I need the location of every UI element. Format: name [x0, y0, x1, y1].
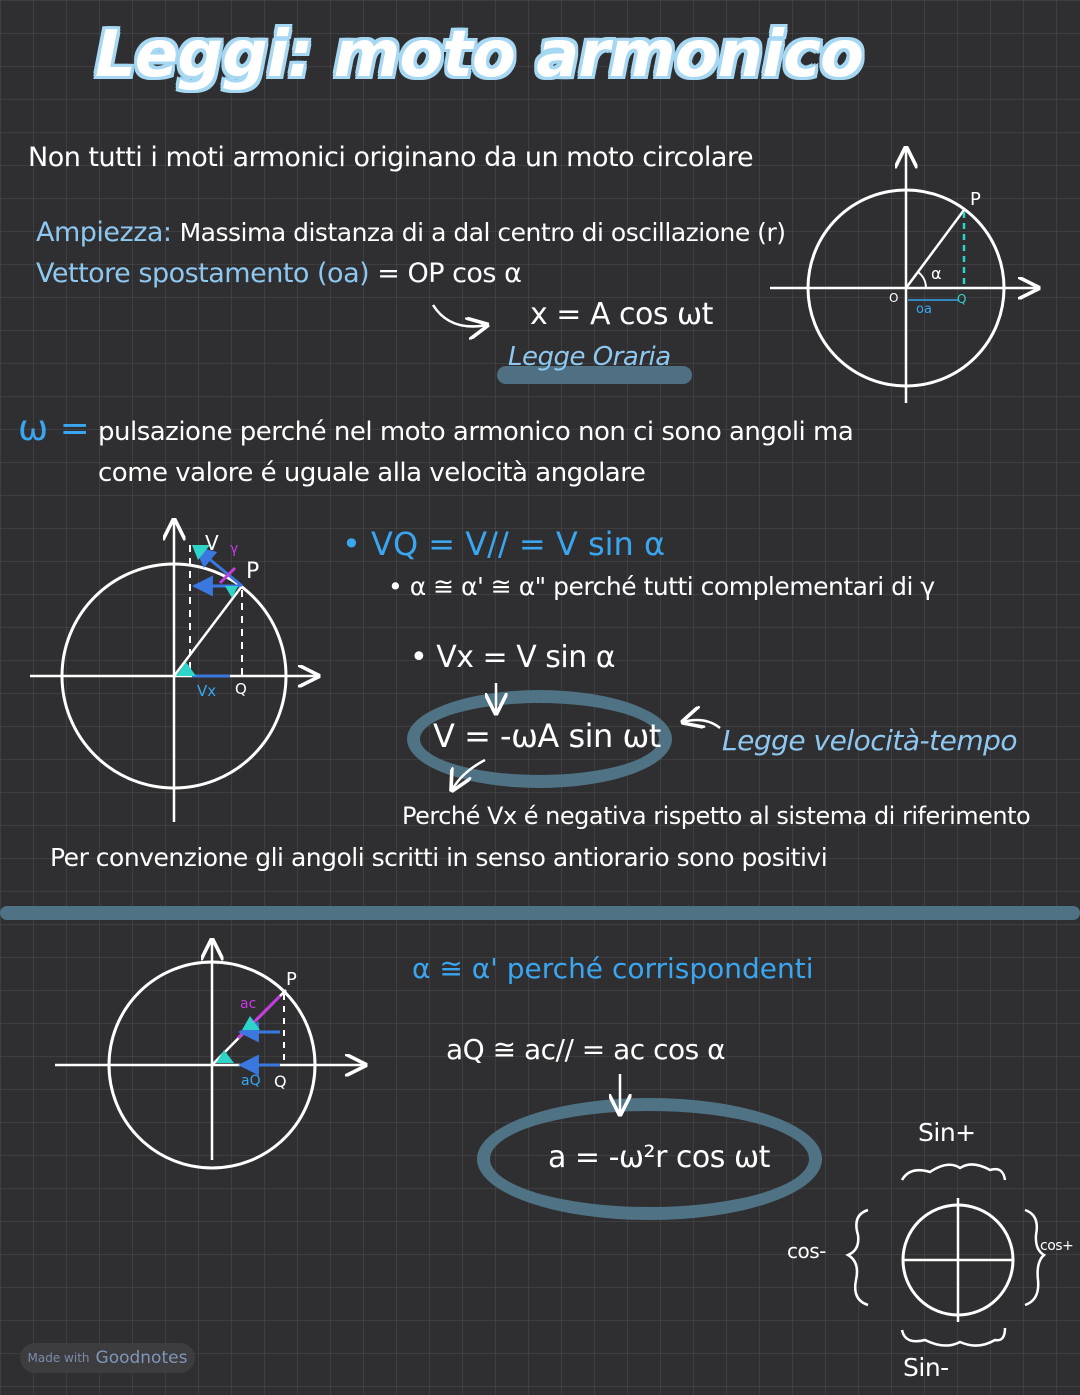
- velocity-eq2: • α ≅ α' ≅ α" perché tutti complementari di γ: [388, 572, 935, 601]
- badge-prefix: Made with: [27, 1351, 90, 1365]
- sin-positive-label: Sin+: [918, 1118, 976, 1147]
- circle-diagram-acceleration: [55, 940, 365, 1168]
- point-p-label: P: [970, 189, 981, 210]
- aq-label: aQ: [241, 1073, 261, 1089]
- convention-text: Per convenzione gli angoli scritti in senso antiorario sono positivi: [50, 843, 828, 872]
- page-title: Leggi: moto armonico: [95, 18, 863, 92]
- intro-text: Non tutti i moti armonici originano da un moto circolare: [28, 142, 754, 173]
- omega-line2: come valore é uguale alla velocità angolare: [98, 458, 646, 488]
- oa-label: oa: [916, 302, 932, 317]
- velocity-main-name: Legge velocità-tempo: [722, 724, 1018, 757]
- circle-diagram-velocity: [30, 520, 318, 822]
- circle-diagram-top: [770, 148, 1038, 403]
- law-equation: x = A cos ωt: [530, 297, 713, 332]
- omega-line1: pulsazione perché nel moto armonico non ci sono angoli ma: [98, 417, 854, 447]
- alpha-label: α: [931, 264, 942, 283]
- cos-positive-label: cos+: [1040, 1238, 1074, 1254]
- point-p-label-3: P: [286, 969, 297, 990]
- law-name: Legge Oraria: [508, 342, 671, 372]
- velocity-eq3: • Vx = V sin α: [410, 640, 616, 675]
- velocity-main-eq: V = -ωA sin ωt: [433, 717, 661, 755]
- gamma-label: γ: [230, 541, 239, 557]
- cos-negative-label: cos-: [787, 1239, 826, 1263]
- goodnotes-badge: [20, 1343, 195, 1373]
- velocity-note: Perché Vx é negativa rispetto al sistema di riferimento: [402, 802, 1031, 830]
- accel-main-eq: a = -ω²r cos ωt: [548, 1140, 770, 1175]
- vx-label: Vx: [197, 682, 217, 700]
- badge-brand: Goodnotes: [95, 1348, 188, 1368]
- point-q-label: Q: [957, 292, 967, 306]
- amplitude-label: Ampiezza:: [36, 217, 172, 248]
- omega-symbol: ω =: [18, 408, 90, 449]
- accel-eq2: aQ ≅ ac// = ac cos α: [446, 1033, 726, 1066]
- arrow-to-law: [433, 305, 487, 326]
- ac-label: ac: [240, 996, 257, 1012]
- point-q-label-3: Q: [274, 1072, 287, 1091]
- point-q-label-2: Q: [235, 680, 247, 698]
- sign-diagram: [848, 1164, 1044, 1345]
- sin-negative-label: Sin-: [903, 1353, 949, 1382]
- accel-eq1: α ≅ α' perché corrispondenti: [412, 952, 814, 985]
- displacement-text: = OP cos α: [377, 258, 522, 289]
- origin-label: O: [889, 291, 899, 305]
- vector-v-label: V: [205, 531, 219, 555]
- point-p-label-2: P: [246, 559, 260, 584]
- amplitude-text: Massima distanza di a dal centro di oscillazione (r): [179, 218, 786, 247]
- displacement-label: Vettore spostamento (oa): [36, 258, 370, 289]
- velocity-eq1: • VQ = V// = V sin α: [342, 525, 666, 563]
